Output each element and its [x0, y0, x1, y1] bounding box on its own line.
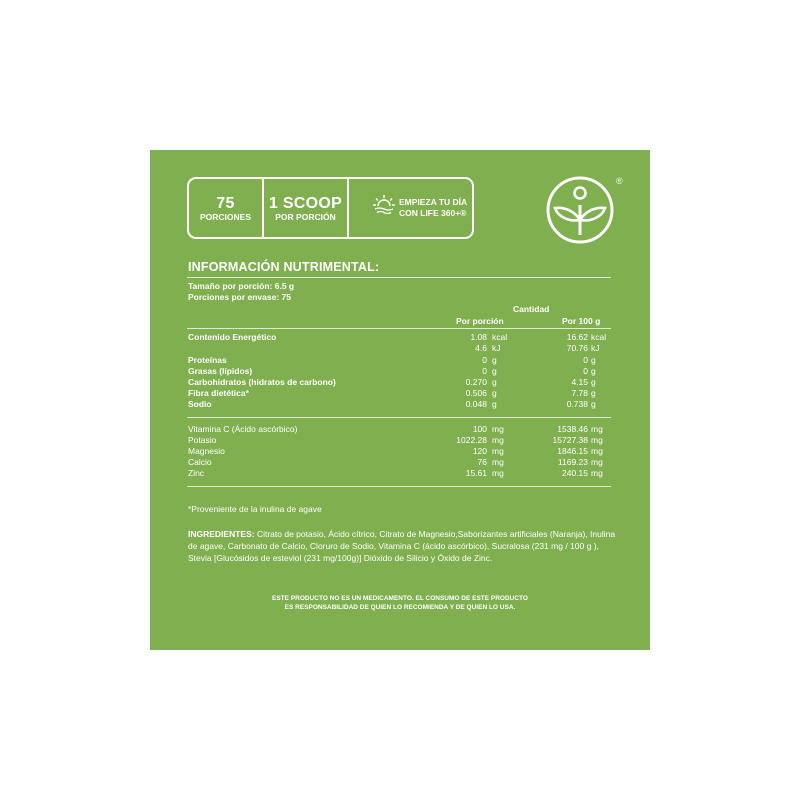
ingredients-label: INGREDIENTES: [188, 529, 255, 539]
nutrient-per100: 7.78 [571, 388, 588, 398]
nutrient-unit: g [492, 366, 497, 376]
nutrient-label: Fibra dietética* [188, 388, 249, 398]
mineral-unit-100: mg [591, 468, 603, 478]
mineral-unit: mg [492, 468, 504, 478]
portions-label: PORCIONES [199, 211, 251, 222]
nutrient-label: Proteínas [188, 355, 227, 365]
nutrient-unit: g [492, 388, 497, 398]
scoop-label: POR PORCIÓN [275, 211, 336, 222]
mineral-serving: 100 [472, 424, 487, 434]
divider [187, 417, 611, 418]
energy-kj-100: 70.76 [566, 343, 588, 353]
nutrient-serving: 0.270 [465, 377, 487, 387]
nutrient-label: Carbohidratos (hidratos de carbono) [188, 377, 336, 387]
energy-kcal-serving: 1.08 [470, 332, 487, 342]
nutrient-serving: 0.506 [465, 388, 487, 398]
nutrient-unit-100: g [591, 388, 596, 398]
nutrient-per100: 0 [583, 366, 588, 376]
mineral-unit: mg [492, 446, 504, 456]
mineral-unit: mg [492, 424, 504, 434]
serving-size: Tamaño por porción: 6.5 g [188, 281, 295, 291]
mineral-unit-100: mg [591, 457, 603, 467]
footnote: *Proveniente de la inulina de agave [188, 504, 322, 514]
mineral-per100: 1169.23 [557, 457, 588, 467]
mineral-unit-100: mg [591, 435, 603, 445]
mineral-label: Magnesio [188, 446, 225, 456]
serving-badge [187, 177, 474, 239]
energy-kj-unit-100: kJ [591, 343, 600, 353]
scoop-number: 1 SCOOP [268, 194, 343, 212]
plant-logo-icon [545, 175, 615, 245]
energy-kj-serving: 4.6 [475, 343, 487, 353]
column-header-per-serving: Por porción [456, 316, 504, 326]
disclaimer [210, 594, 590, 612]
mineral-serving: 15.61 [465, 468, 487, 478]
section-title: INFORMACIÓN NUTRIMENTAL: [188, 260, 380, 274]
nutrient-serving: 0.048 [465, 399, 487, 409]
energy-kcal-unit: kcal [492, 332, 508, 342]
tagline [399, 197, 467, 219]
nutrient-unit-100: g [591, 366, 596, 376]
nutrient-unit-100: g [591, 355, 596, 365]
column-header-per-100g: Por 100 g [562, 316, 601, 326]
nutrient-label: Grasas (lípidos) [188, 366, 253, 376]
mineral-per100: 15727.38 [552, 435, 588, 445]
mineral-label: Zinc [188, 468, 205, 478]
divider [187, 328, 611, 329]
nutrient-unit-100: g [591, 399, 596, 409]
nutrient-unit: g [492, 399, 497, 409]
energy-kcal-100: 16.62 [566, 332, 588, 342]
sun-rise-icon [373, 194, 395, 214]
mineral-unit-100: mg [591, 446, 603, 456]
divider [187, 486, 611, 487]
tagline-line-1: EMPIEZA TU DÍA [399, 197, 468, 207]
energy-kj-unit: kJ [492, 343, 501, 353]
mineral-unit: mg [492, 435, 504, 445]
mineral-serving: 76 [477, 457, 487, 467]
mineral-label: Calcio [188, 457, 212, 467]
divider [187, 277, 611, 278]
nutrient-serving: 0 [482, 366, 487, 376]
portions-cell [189, 179, 262, 237]
mineral-serving: 1022.28 [456, 435, 487, 445]
energy-label: Contenido Energético [188, 332, 277, 342]
registered-mark: ® [616, 176, 623, 186]
nutrient-per100: 0 [583, 355, 588, 365]
mineral-per100: 1846.15 [557, 446, 588, 456]
tagline-line-2: CON LIFE 360+® [399, 208, 467, 218]
badge-divider [347, 179, 349, 237]
column-header-cantidad: Cantidad [513, 304, 550, 314]
mineral-label: Vitamina C (Ácido ascórbico) [188, 424, 298, 434]
nutrient-unit-100: g [591, 377, 596, 387]
nutrient-per100: 0.738 [566, 399, 588, 409]
ingredients-text: Citrato de potasio, Ácido cítrico, Citrato de Magnesio,Saborizantes artificiales (Naranja), Inulina de agave, Carbonato de Calcio, Cloruro de Sodio, Vitamina C (ácido ascórbico), Sucralosa (231 mg / 100 g ), Stevia [Glucósidos de esteviol (231 mg/100g)] Dióxido de Silicio y Óxido de Zinc. [188, 529, 616, 563]
servings-per-container: Porciones por envase: 75 [188, 292, 291, 302]
disclaimer-line-2: ES RESPONSABILIDAD DE QUIEN LO RECOMIENDA Y DE QUIEN LO USA. [284, 604, 516, 611]
nutrition-label-panel [150, 150, 650, 650]
portions-number: 75 [216, 194, 235, 212]
mineral-per100: 240.15 [562, 468, 588, 478]
energy-kcal-unit-100: kcal [591, 332, 607, 342]
disclaimer-line-1: ESTE PRODUCTO NO ES UN MEDICAMENTO. EL CONSUMO DE ESTE PRODUCTO [272, 595, 528, 602]
nutrient-unit: g [492, 377, 497, 387]
mineral-serving: 120 [472, 446, 487, 456]
nutrient-unit: g [492, 355, 497, 365]
mineral-unit: mg [492, 457, 504, 467]
mineral-per100: 1538.46 [557, 424, 588, 434]
nutrient-serving: 0 [482, 355, 487, 365]
ingredients-block [188, 528, 620, 564]
mineral-unit-100: mg [591, 424, 603, 434]
scoop-cell [264, 179, 347, 237]
nutrient-per100: 4.15 [571, 377, 588, 387]
mineral-label: Potasio [188, 435, 217, 445]
nutrient-label: Sodio [188, 399, 212, 409]
